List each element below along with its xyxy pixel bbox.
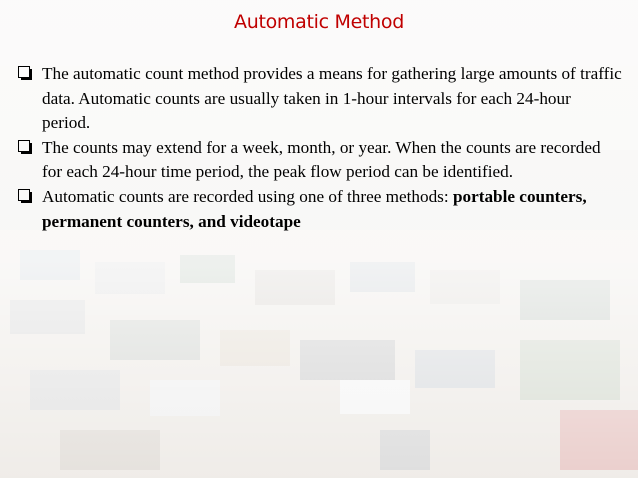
bullet-text: The counts may extend for a week, month, or year. When the counts are recorded for each 24-hour time period, the peak flow period can be identified. [42, 137, 601, 182]
checkbox-bullet-icon [18, 189, 30, 201]
checkbox-bullet-icon [18, 140, 30, 152]
bullet-text: The automatic count method provides a means for gathering large amounts of traffic data. Automatic counts are usually taken in 1-hour intervals for each 24-hour period. [42, 64, 622, 133]
bullet-list [16, 62, 622, 234]
bullet-item [16, 136, 622, 185]
bullet-text-emphasis: portable counters, permanent counters, and videotape [42, 186, 587, 231]
checkbox-bullet-icon [18, 66, 30, 78]
bullet-item [16, 185, 622, 234]
bullet-text-plain: Automatic counts are recorded using one of three methods: [42, 186, 449, 206]
bullet-item [16, 62, 622, 136]
bullet-text [42, 187, 587, 231]
slide-title: Automatic Method [234, 11, 404, 33]
